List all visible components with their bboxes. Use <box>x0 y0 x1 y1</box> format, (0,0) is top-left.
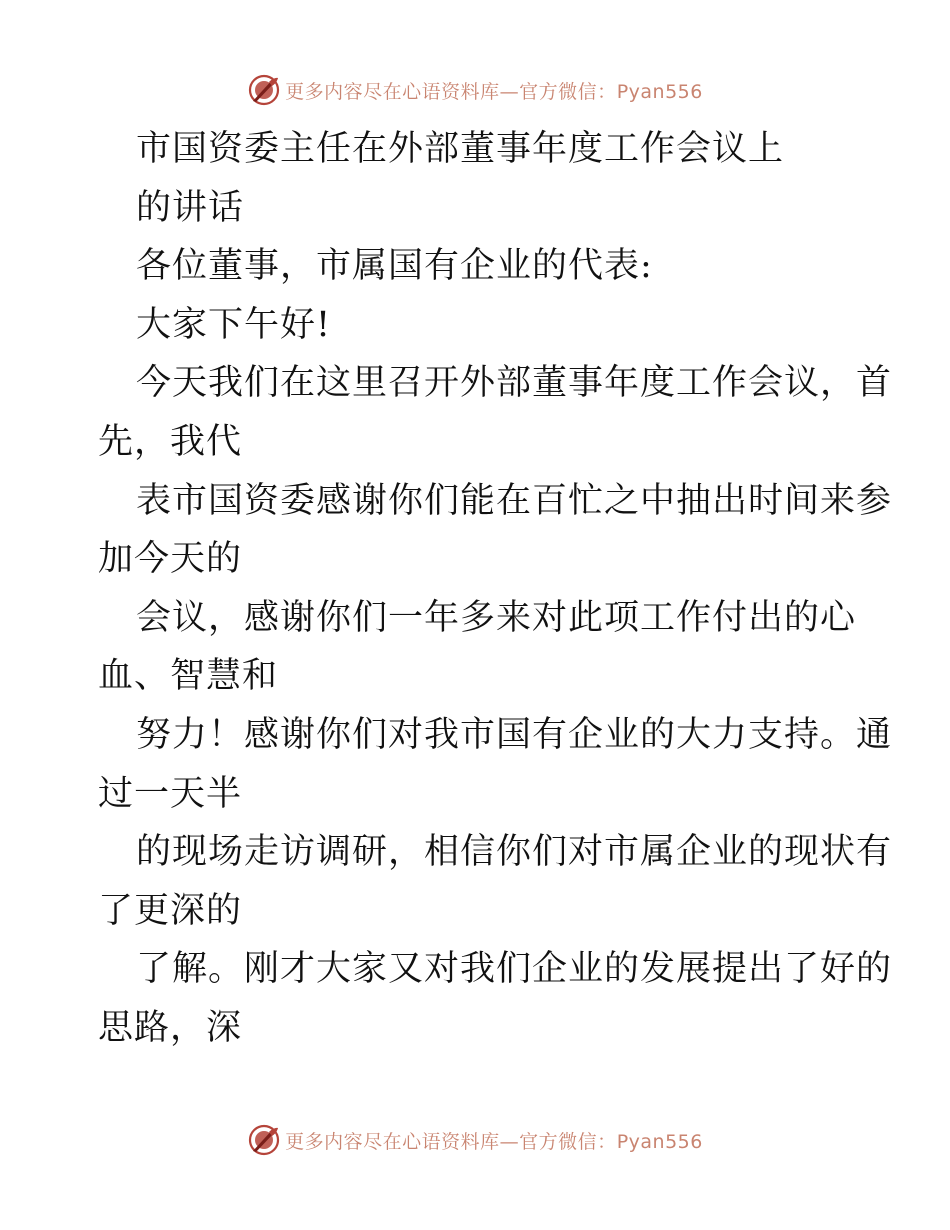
paragraph-line: 的现场走访调研，相信你们对市属企业的现状有 <box>136 832 893 873</box>
paragraph-line: 表市国资委感谢你们能在百忙之中抽出时间来参 <box>136 480 893 521</box>
quill-seal-icon <box>247 73 281 107</box>
banner-text: 更多内容尽在心语资料库—官方微信：Pyan556 <box>285 80 703 103</box>
document-body <box>98 120 893 1058</box>
paragraph-line: 今天我们在这里召开外部董事年度工作会议，首 <box>136 363 893 404</box>
paragraph-line: 思路，深 <box>98 1007 243 1048</box>
paragraph-line: 的讲话 <box>136 187 245 228</box>
paragraph-line: 过一天半 <box>98 773 243 814</box>
paragraph-line: 努力！感谢你们对我市国有企业的大力支持。通 <box>136 714 893 755</box>
paragraph-line: 血、智慧和 <box>98 656 279 697</box>
paragraph-line: 加今天的 <box>98 539 243 580</box>
paragraph-line: 大家下午好! <box>136 304 332 345</box>
paragraph-line: 会议，感谢你们一年多来对此项工作付出的心 <box>136 597 857 638</box>
paragraph-line: 各位董事，市属国有企业的代表: <box>136 246 653 287</box>
paragraph-line: 市国资委主任在外部董事年度工作会议上 <box>136 129 785 169</box>
header-banner <box>0 70 950 110</box>
paragraph-line: 了解。刚才大家又对我们企业的发展提出了好的 <box>136 949 893 990</box>
footer-banner <box>0 1120 950 1160</box>
paragraph-line: 先，我代 <box>98 421 243 462</box>
paragraph-line: 了更深的 <box>98 890 243 931</box>
banner-text: 更多内容尽在心语资料库—官方微信：Pyan556 <box>285 1130 703 1153</box>
quill-seal-icon <box>247 1123 281 1157</box>
